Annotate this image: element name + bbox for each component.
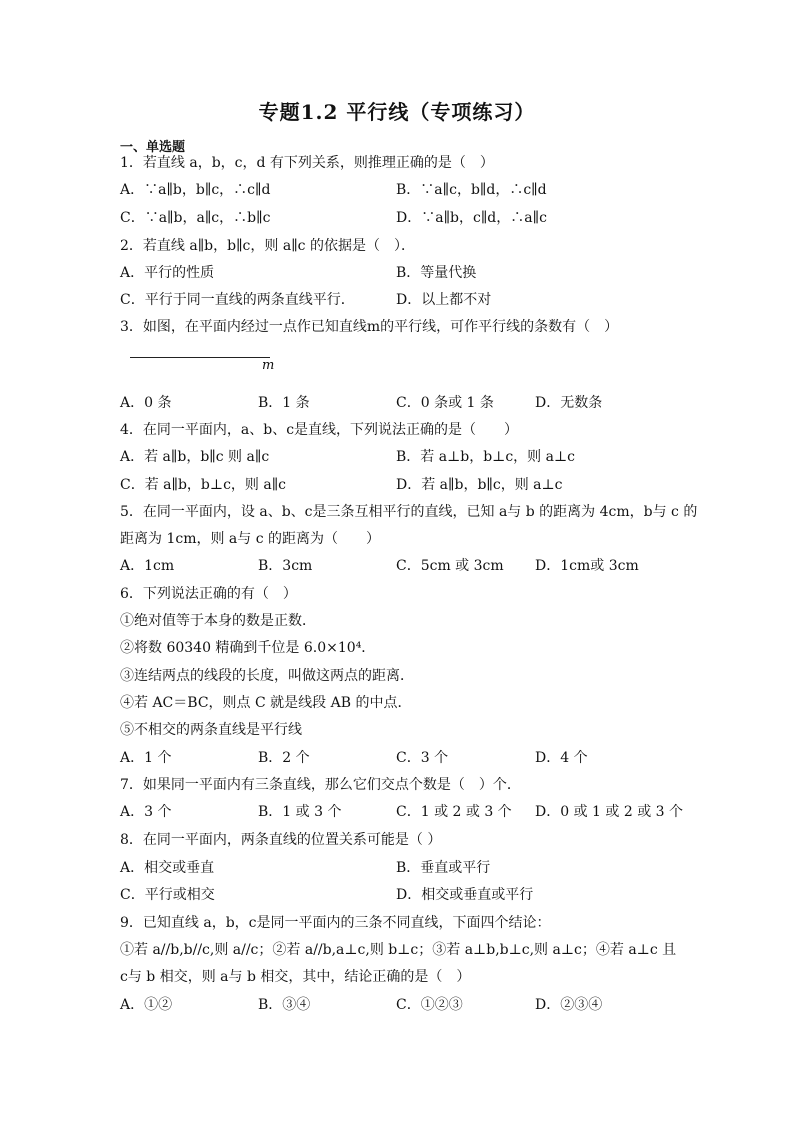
question-6-statement-3: ③连结两点的线段的长度，叫做这两点的距离． xyxy=(120,668,414,684)
line-m-label: m xyxy=(262,358,275,373)
question-3-option-c: C．0 条或 1 条 xyxy=(396,395,494,411)
question-6-option-a: A．1 个 xyxy=(120,750,172,766)
question-4-option-a: A．若 a∥b，b∥c 则 a∥c xyxy=(120,449,270,465)
question-5-option-d: D．1cm或 3cm xyxy=(535,558,639,574)
question-6-statement-4: ④若 AC＝BC，则点 C 就是线段 AB 的中点． xyxy=(120,695,412,711)
question-5-option-a: A．1cm xyxy=(120,558,175,574)
question-6-statement-5: ⑤不相交的两条直线是平行线 xyxy=(120,722,302,738)
question-9-option-d: D．②③④ xyxy=(535,997,603,1013)
question-4-stem: 4．在同一平面内，a、b、c是直线，下列说法正确的是（ ） xyxy=(120,422,519,438)
question-9-option-c: C．①②③ xyxy=(396,997,463,1013)
question-1-option-c: C．∵a∥b，a∥c，∴b∥c xyxy=(120,210,271,226)
question-5-option-b: B．3cm xyxy=(258,558,313,574)
question-6-statement-2: ②将数 60340 精确到千位是 6.0×10⁴． xyxy=(120,640,376,656)
line-m-figure xyxy=(130,357,270,358)
question-1-stem: 1．若直线 a，b，c，d 有下列关系，则推理正确的是（ ） xyxy=(120,155,494,171)
question-8-option-d: D．相交或垂直或平行 xyxy=(396,887,534,903)
question-8-stem: 8．在同一平面内，两条直线的位置关系可能是（ ） xyxy=(120,832,442,848)
question-5-stem-line-1: 5．在同一平面内，设 a、b、c是三条互相平行的直线，已知 a与 b 的距离为 4cm，b与 c 的 xyxy=(120,504,698,520)
question-6-statement-1: ①绝对值等于本身的数是正数． xyxy=(120,613,316,629)
question-9-option-b: B．③④ xyxy=(258,997,311,1013)
question-4-option-b: B．若 a⊥b，b⊥c，则 a⊥c xyxy=(396,449,575,465)
question-6-option-b: B．2 个 xyxy=(258,750,310,766)
question-2-option-b: B．等量代换 xyxy=(396,265,477,281)
question-9-stem-line-2: ①若 a//b,b//c,则 a//c；②若 a//b,a⊥c,则 b⊥c；③若 a⊥b,b⊥c,则 a⊥c；④若 a⊥c 且 xyxy=(120,942,677,958)
question-7-option-c: C．1 或 2 或 3 个 xyxy=(396,804,512,820)
question-4-option-d: D．若 a∥b，b∥c，则 a⊥c xyxy=(396,477,563,493)
question-1-option-a: A．∵a∥b，b∥c，∴c∥d xyxy=(120,182,271,198)
question-7-stem: 7．如果同一平面内有三条直线，那么它们交点个数是（ ）个． xyxy=(120,777,521,793)
question-7-option-a: A．3 个 xyxy=(120,804,172,820)
question-3-option-d: D．无数条 xyxy=(535,395,603,411)
question-1-option-d: D．∵a∥b，c∥d，∴a∥c xyxy=(396,210,547,226)
question-7-option-d: D．0 或 1 或 2 或 3 个 xyxy=(535,804,684,820)
question-5-stem-line-2: 距离为 1cm，则 a与 c 的距离为（ ） xyxy=(120,531,381,547)
question-8-option-c: C．平行或相交 xyxy=(120,887,215,903)
question-8-option-a: A．相交或垂直 xyxy=(120,860,215,876)
question-2-option-a: A．平行的性质 xyxy=(120,265,215,281)
question-2-stem: 2．若直线 a∥b，b∥c，则 a∥c 的依据是（ ）． xyxy=(120,238,415,254)
question-2-option-c: C．平行于同一直线的两条直线平行． xyxy=(120,292,355,308)
section-heading: 一、单选题 xyxy=(120,140,186,155)
question-6-option-c: C．3 个 xyxy=(396,750,449,766)
question-6-stem: 6．下列说法正确的有（ ） xyxy=(120,586,297,602)
question-9-stem-line-3: c与 b 相交，则 a与 b 相交，其中，结论正确的是（ ） xyxy=(120,969,471,985)
question-2-option-d: D．以上都不对 xyxy=(396,292,492,308)
question-9-option-a: A．①② xyxy=(120,997,173,1013)
question-9-stem-line-1: 9．已知直线 a，b，c是同一平面内的三条不同直线，下面四个结论： xyxy=(120,915,551,931)
question-7-option-b: B．1 或 3 个 xyxy=(258,804,342,820)
question-3-option-a: A．0 条 xyxy=(120,395,172,411)
question-4-option-c: C．若 a∥b，b⊥c，则 a∥c xyxy=(120,477,287,493)
question-3-stem: 3．如图，在平面内经过一点作已知直线m的平行线，可作平行线的条数有（ ） xyxy=(120,319,619,335)
question-3-option-b: B．1 条 xyxy=(258,395,310,411)
question-5-option-c: C．5cm 或 3cm xyxy=(396,558,504,574)
question-6-option-d: D．4 个 xyxy=(535,750,588,766)
page-title: 专题1.2 平行线（专项练习） xyxy=(258,100,536,124)
question-8-option-b: B．垂直或平行 xyxy=(396,860,491,876)
question-1-option-b: B．∵a∥c，b∥d，∴c∥d xyxy=(396,182,547,198)
